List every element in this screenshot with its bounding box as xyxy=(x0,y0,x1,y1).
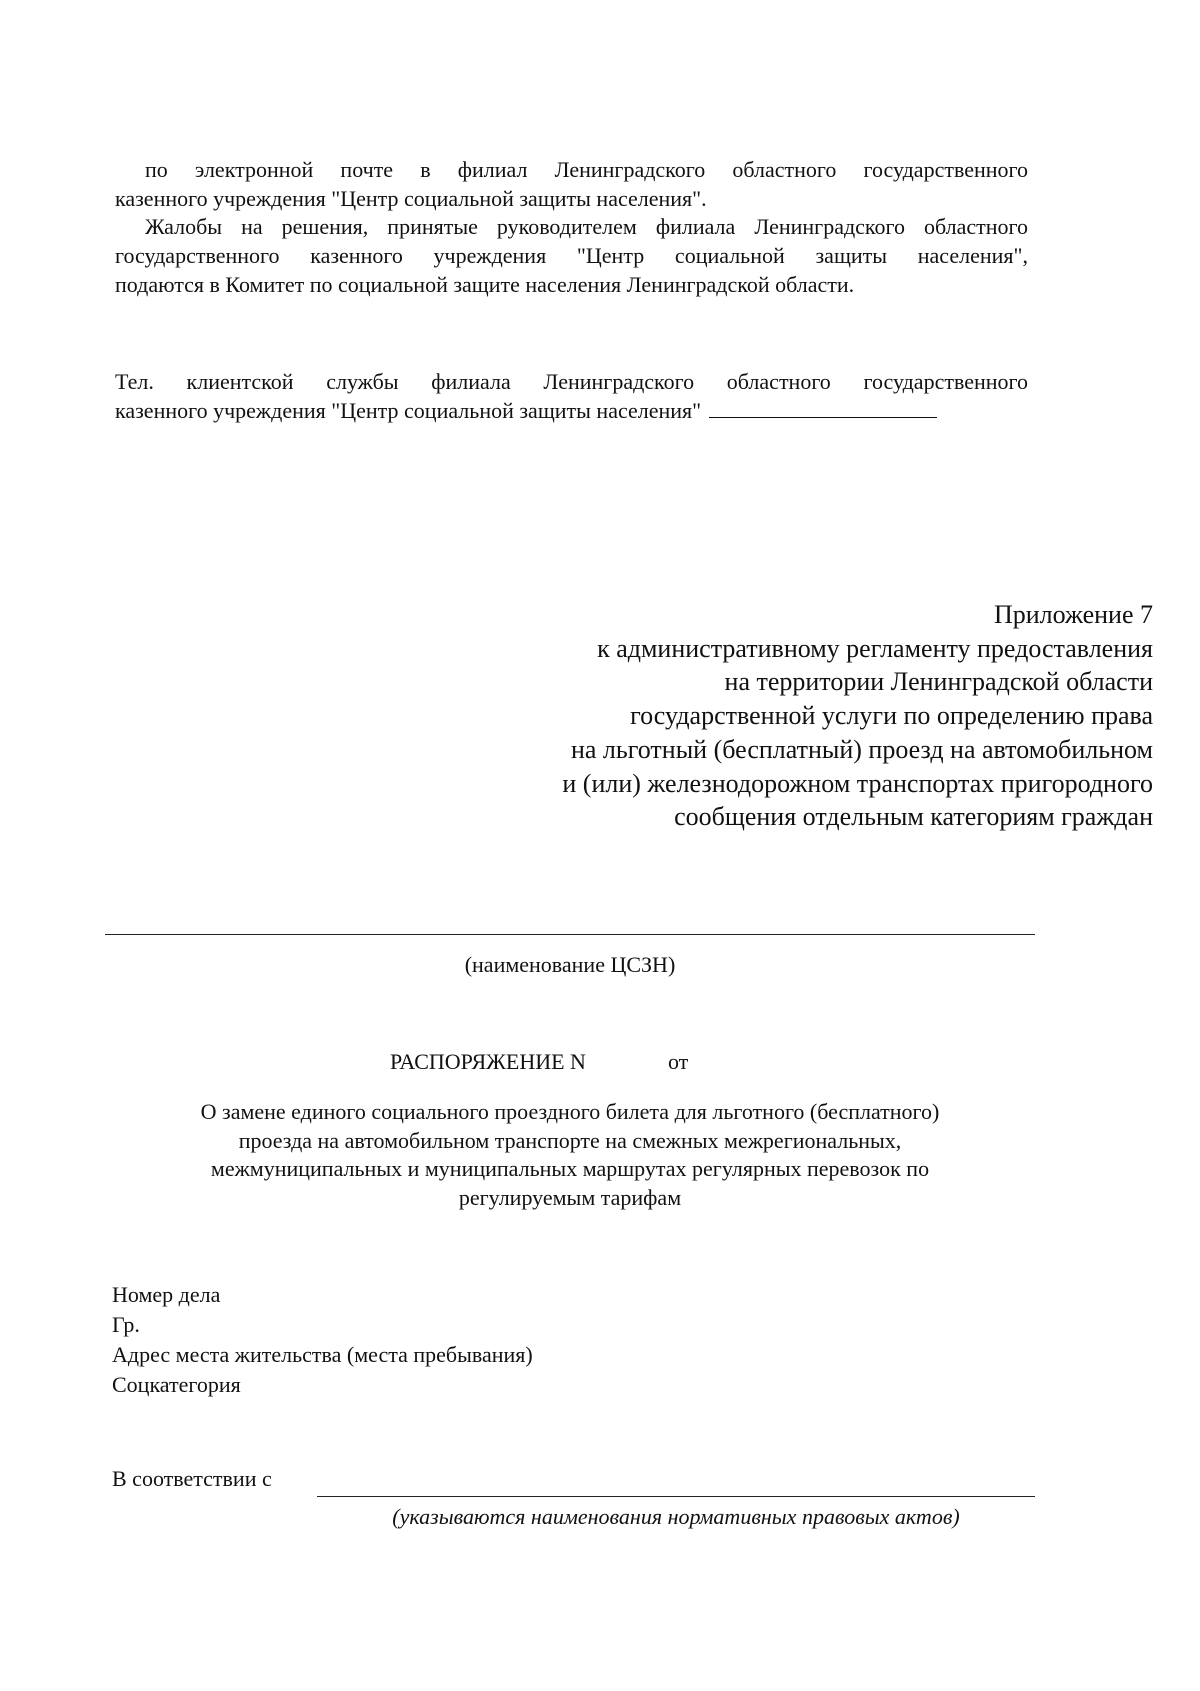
order-title xyxy=(390,1047,890,1076)
case-fields xyxy=(112,1280,812,1400)
complaints-line-2: государственного казенного учреждения "Центр социальной защиты населения", xyxy=(115,243,1028,268)
appendix-line-7: сообщения отдельным категориям граждан xyxy=(674,802,1153,832)
appendix-header xyxy=(450,598,1153,834)
order-from-label: от xyxy=(667,1049,689,1074)
legal-acts-blank-line xyxy=(317,1496,1035,1497)
order-subject-line-3: межмуниципальных и муниципальных маршрутах регулярных перевозок по xyxy=(210,1156,930,1181)
order-subject-line-4: регулируемым тарифам xyxy=(458,1184,682,1210)
phone-line-2: казенного учреждения "Центр социальной защиты населения" xyxy=(115,398,702,423)
appendix-line-6: и (или) железнодорожном транспортах пригородного xyxy=(562,768,1153,798)
order-subject-line-2: проезда на автомобильном транспорте на смежных межрегиональных, xyxy=(238,1127,902,1153)
order-subject xyxy=(110,1098,1030,1212)
appendix-line-5: на льготный (бесплатный) проезд на автомобильном xyxy=(570,734,1153,764)
org-name-blank-line xyxy=(105,934,1035,935)
appendix-line-3: на территории Ленинградской области xyxy=(724,667,1153,697)
order-subject-line-1: О замене единого социального проездного билета для льготного (бесплатного) xyxy=(200,1099,940,1124)
address-label: Адрес места жительства (места пребывания) xyxy=(112,1342,533,1367)
social-category-label: Соцкатегория xyxy=(112,1372,241,1397)
complaints-line-3: подаются в Комитет по социальной защите населения Ленинградской области. xyxy=(115,272,855,297)
appendix-line-4: государственной услуги по определению права xyxy=(630,701,1153,731)
complaints-paragraph xyxy=(115,212,1028,299)
case-number-label: Номер дела xyxy=(112,1282,221,1307)
phone-line-1: Тел. клиентской службы филиала Ленинградского областного государственного xyxy=(115,369,1028,394)
complaints-line-1: Жалобы на решения, принятые руководителем филиала Ленинградского областного xyxy=(145,214,1028,239)
appendix-line-1: Приложение 7 xyxy=(993,600,1153,629)
legal-acts-caption: (указываются наименования нормативных правовых актов) xyxy=(392,1504,960,1529)
phone-paragraph xyxy=(115,367,1028,425)
phone-line-2-wrapper xyxy=(115,396,1028,425)
intro-paragraph xyxy=(115,155,1028,213)
appendix-line-2: к административному регламенту предоставления xyxy=(597,633,1153,663)
intro-line-1: по электронной почте в филиал Ленинградского областного государственного xyxy=(145,157,1028,182)
phone-number-blank xyxy=(709,397,937,418)
order-title-label: РАСПОРЯЖЕНИЕ N xyxy=(390,1049,586,1074)
org-name-caption: (наименование ЦСЗН) xyxy=(464,952,676,977)
intro-line-2: казенного учреждения "Центр социальной защиты населения". xyxy=(115,186,707,211)
accordance-label: В соответствии с xyxy=(112,1466,272,1491)
citizen-label: Гр. xyxy=(112,1312,140,1337)
